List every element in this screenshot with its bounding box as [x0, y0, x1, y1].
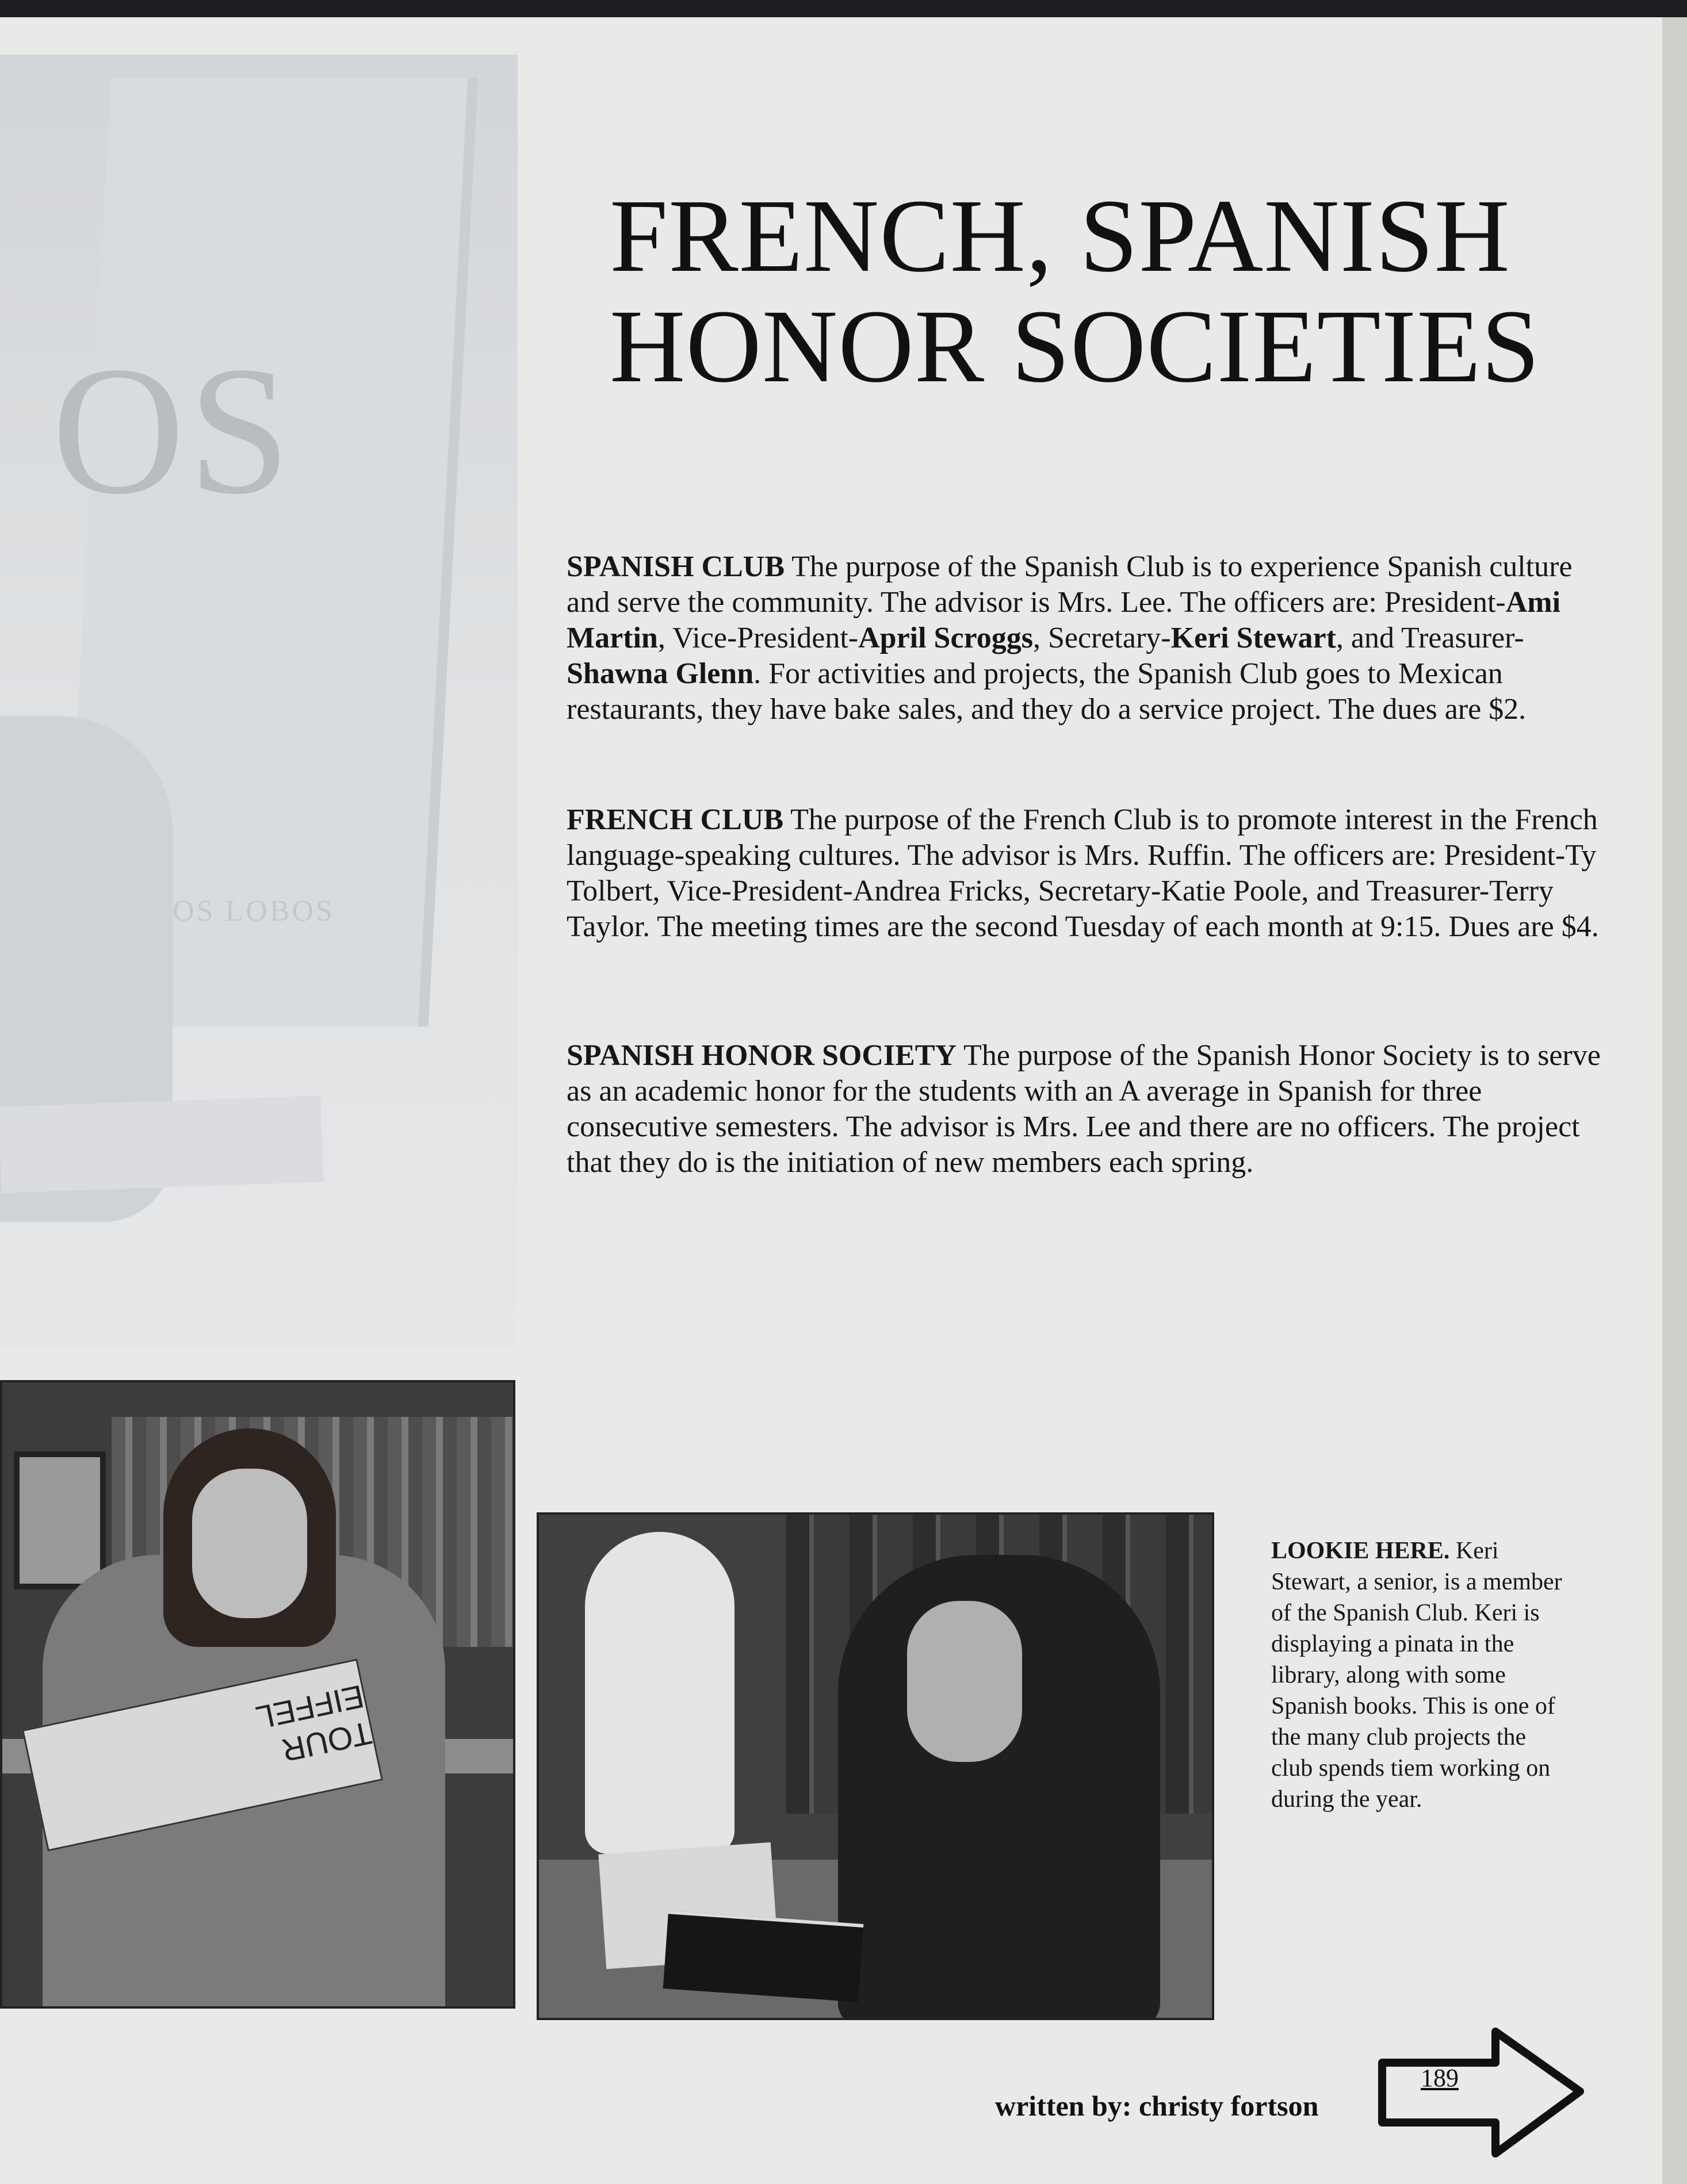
page-number: 189: [1421, 2064, 1459, 2092]
photo-banner-letters: OS: [52, 329, 294, 532]
photo-student-face: [192, 1469, 307, 1618]
caption-heading: LOOKIE HERE.: [1271, 1538, 1450, 1564]
photo-banner-small-text: OS LOBOS: [173, 895, 335, 928]
photo-spanish-book: [663, 1910, 864, 2002]
spanish-club-text-5: . For activities and projects, the Spanish Club goes to Mexican restaurants, they have bake sales, and they do a service project. The dues are $2.: [567, 657, 1527, 726]
byline: written by: christy fortson: [995, 2090, 1319, 2122]
faded-background-photo: [0, 55, 518, 1348]
scan-top-edge: [0, 0, 1687, 17]
spanish-club-text-1: The purpose of the Spanish Club is to experience Spanish culture and serve the community. The advisor is Mrs. Lee. The officers are: President-: [567, 550, 1573, 619]
page-title: [610, 178, 1540, 404]
spanish-club-secretary: Keri Stewart: [1170, 622, 1336, 654]
page-arrow-icon: [1378, 2027, 1585, 2159]
spanish-club-president: Ami Martin: [567, 586, 1561, 654]
caption-text: Keri Stewart, a senior, is a member of the Spanish Club. Keri is displaying a pinata in the library, along with some Spanish books. This is one of the many club projects the club spends tiem working on during the year.: [1271, 1538, 1562, 1813]
title-line-1: FRENCH, SPANISH: [610, 178, 1510, 294]
pinata-photo: [537, 1512, 1214, 2020]
french-club-text: The purpose of the French Club is to promote interest in the French language-speaking cultures. The advisor is Mrs. Ruffin. The officers are: President-Ty Tolbert, Vice-President-Andrea Fricks, Secretary-Katie Poole, and Treasurer-Terry Taylor. The meeting times are the second Tuesday of each month at 9:15. Dues are $4.: [567, 803, 1599, 943]
french-club-heading: FRENCH CLUB: [567, 803, 784, 836]
library-reading-photo: [0, 1380, 515, 2009]
spanish-club-text-2: , Vice-President-: [657, 622, 859, 654]
spanish-club-text-4: , and Treasurer-: [1336, 622, 1524, 654]
photo-caption: [1271, 1535, 1570, 1815]
photo-student-face: [907, 1601, 1022, 1762]
spanish-honor-society-paragraph: [567, 1038, 1602, 1181]
spanish-club-vice-president: April Scroggs: [858, 622, 1033, 654]
spanish-club-text-3: , Secretary-: [1032, 622, 1171, 654]
spanish-honor-society-heading: SPANISH HONOR SOCIETY: [567, 1039, 957, 1072]
spanish-honor-society-text: The purpose of the Spanish Honor Society is to serve as an academic honor for the students with an A average in Spanish for three consecutive semesters. The advisor is Mrs. Lee and there are no officers. The project that they do is the initiation of new members each spring.: [567, 1039, 1601, 1179]
spanish-club-paragraph: [567, 549, 1602, 727]
spanish-club-treasurer: Shawna Glenn: [567, 657, 754, 690]
spanish-club-heading: SPANISH CLUB: [567, 550, 785, 583]
title-line-2: HONOR SOCIETIES: [610, 289, 1540, 404]
scan-right-edge: [1662, 17, 1687, 2184]
french-club-paragraph: [567, 802, 1602, 945]
photo-book-shape: [0, 1095, 323, 1193]
photo-window: [14, 1451, 106, 1589]
photo-book-title: TOUR EIFFEL: [253, 1678, 375, 1769]
photo-pinata: [585, 1532, 735, 1854]
